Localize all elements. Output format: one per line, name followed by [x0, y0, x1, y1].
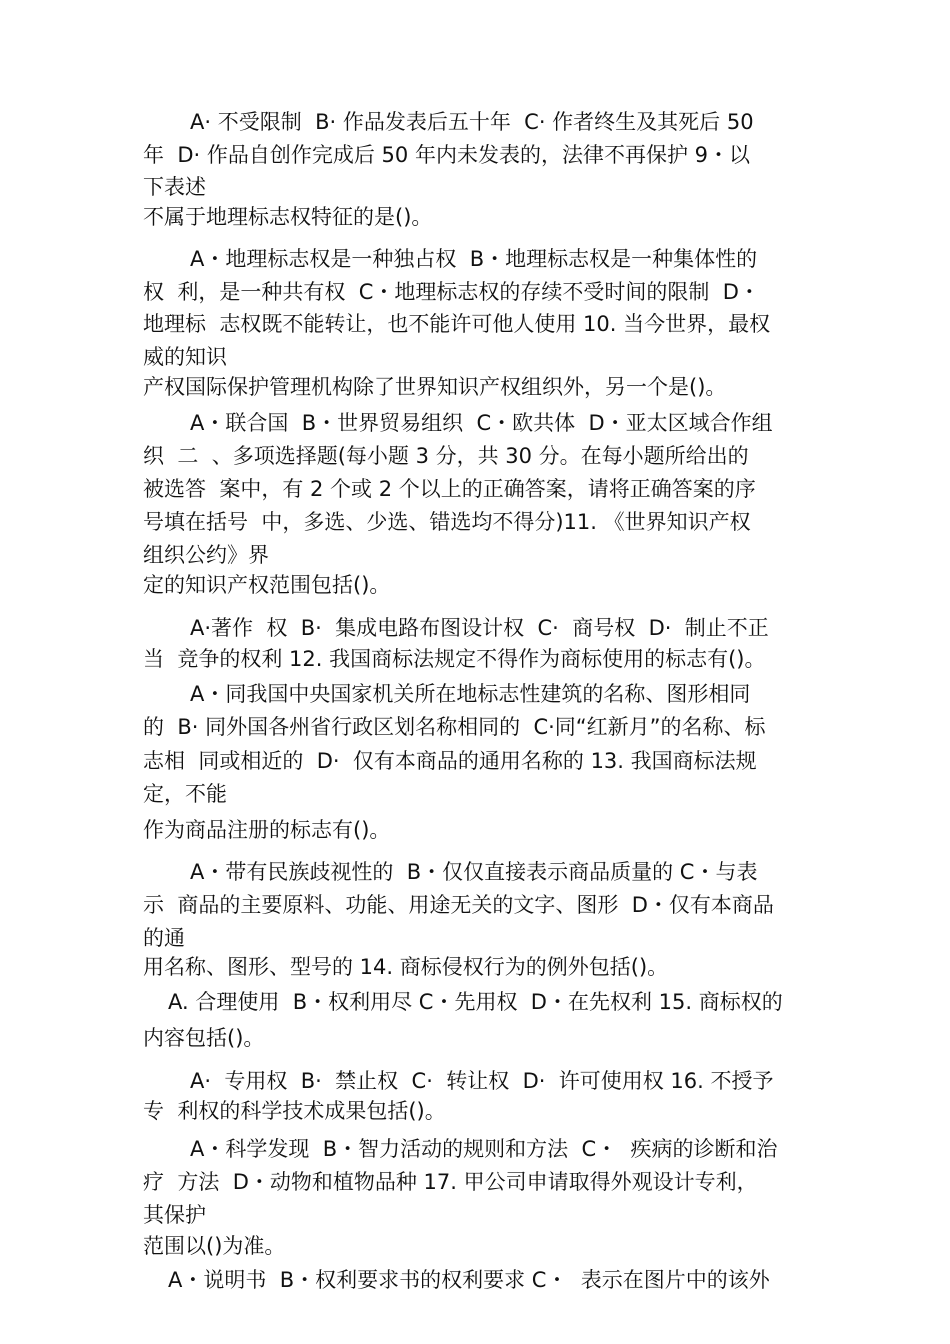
text-line-16: A·著作 权 B· 集成电路布图设计权 C· 商号权 D· 制止不正 — [190, 616, 769, 640]
text-line-31: A・科学发现 B・智力活动的规则和方法 C・ 疾病的诊断和治 — [190, 1137, 778, 1161]
text-line-21: 定，不能 — [143, 782, 227, 806]
text-line-09: 产权国际保护管理机构除了世界知识产权组织外，另一个是()。 — [143, 375, 727, 399]
text-line-30: 专 利权的科学技术成果包括()。 — [143, 1099, 446, 1123]
text-line-11: 织 二 、多项选择题(每小题 3 分，共 30 分。在每小题所给出的 — [143, 444, 749, 468]
text-line-04: 不属于地理标志权特征的是()。 — [143, 205, 433, 229]
text-line-10: A・联合国 B・世界贸易组织 C・欧共体 D・亚太区域合作组 — [190, 411, 773, 435]
text-line-08: 威的知识 — [143, 345, 227, 369]
text-line-22: 作为商品注册的标志有()。 — [143, 818, 391, 842]
text-line-25: 的通 — [143, 926, 185, 950]
text-line-02: 年 D· 作品自创作完成后 50 年内未发表的，法律不再保护 9・以 — [143, 143, 750, 167]
text-line-19: 的 B· 同外国各州省行政区划名称相同的 C·同“红新月”的名称、标 — [143, 715, 766, 739]
text-line-32: 疗 方法 D・动物和植物品种 17. 甲公司申请取得外观设计专利， — [143, 1170, 758, 1194]
text-line-29: A· 专用权 B· 禁止权 C· 转让权 D· 许可使用权 16. 不授予 — [190, 1069, 774, 1093]
text-line-18: A・同我国中央国家机关所在地标志性建筑的名称、图形相同 — [190, 682, 751, 706]
text-line-03: 下表述 — [143, 175, 206, 199]
text-line-06: 权 利，是一种共有权 C・地理标志权的存续不受时间的限制 D・ — [143, 280, 760, 304]
text-line-35: A・说明书 B・权利要求书的权利要求 C・ 表示在图片中的该外 — [168, 1268, 770, 1292]
text-line-17: 当 竞争的权利 12. 我国商标法规定不得作为商标使用的标志有()。 — [143, 647, 766, 671]
text-line-13: 号填在括号 中，多选、少选、错选均不得分)11. 《世界知识产权 — [143, 510, 751, 534]
text-line-01: A· 不受限制 B· 作品发表后五十年 C· 作者终生及其死后 50 — [190, 110, 754, 134]
text-line-33: 其保护 — [143, 1203, 206, 1227]
text-line-15: 定的知识产权范围包括()。 — [143, 573, 391, 597]
text-line-20: 志相 同或相近的 D· 仅有本商品的通用名称的 13. 我国商标法规 — [143, 749, 757, 773]
text-line-23: A・带有民族歧视性的 B・仅仅直接表示商品质量的 C・与表 — [190, 860, 758, 884]
text-line-24: 示 商品的主要原料、功能、用途无关的文字、图形 D・仅有本商品 — [143, 893, 774, 917]
text-line-34: 范围以()为准。 — [143, 1234, 286, 1258]
text-line-05: A・地理标志权是一种独占权 B・地理标志权是一种集体性的 — [190, 247, 758, 271]
text-line-28: 内容包括()。 — [143, 1026, 265, 1050]
text-line-26: 用名称、图形、型号的 14. 商标侵权行为的例外包括()。 — [143, 955, 669, 979]
text-line-07: 地理标 志权既不能转让，也不能许可他人使用 10. 当今世界，最权 — [143, 312, 771, 336]
text-line-14: 组织公约》界 — [143, 543, 269, 567]
text-line-12: 被选答 案中，有 2 个或 2 个以上的正确答案，请将正确答案的序 — [143, 477, 756, 501]
text-line-27: A. 合理使用 B・权利用尽 C・先用权 D・在先权利 15. 商标权的 — [168, 990, 783, 1014]
